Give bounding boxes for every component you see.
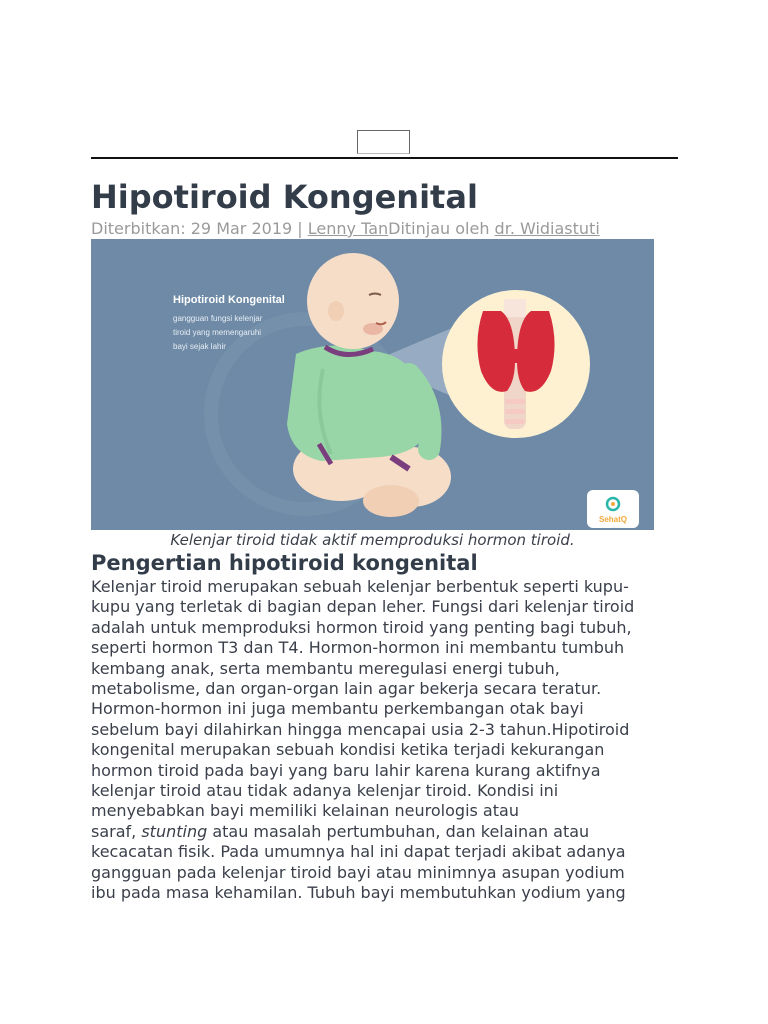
paragraph-line: kongenital merupakan sebuah kondisi ketika terjadi kekurangan xyxy=(91,740,605,760)
header-divider xyxy=(91,157,678,159)
reviewed-label: Ditinjau oleh xyxy=(388,219,495,238)
hero-illustration xyxy=(91,239,654,530)
section-title: Pengertian hipotiroid kongenital xyxy=(91,551,478,575)
hero-line-2: tiroid yang memengaruhi xyxy=(173,328,262,337)
paragraph-line: Kelenjar tiroid merupakan sebuah kelenjar berbentuk seperti kupu- xyxy=(91,577,629,596)
paragraph-line: metabolisme, dan organ-organ lain agar bekerja secara teratur. xyxy=(91,679,602,699)
paragraph-line: atau masalah pertumbuhan, dan kelainan atau xyxy=(207,821,590,841)
paragraph-line: menyebabkan bayi memiliki kelainan neurologis atau xyxy=(91,801,519,821)
hero-heading: Hipotiroid Kongenital xyxy=(173,294,285,306)
hero-line-1: gangguan fungsi kelenjar xyxy=(173,314,263,323)
paragraph-line: kelenjar tiroid atau tidak adanya kelenjar tiroid. Kondisi ini xyxy=(91,781,559,801)
paragraph-line: seperti hormon T3 dan T4. Hormon-hormon ini membantu tumbuh xyxy=(91,638,625,658)
paragraph-line: hormon tiroid pada bayi yang baru lahir karena kurang aktifnya xyxy=(91,760,601,780)
site-logo-placeholder[interactable] xyxy=(357,130,410,154)
paragraph-line: gangguan pada kelenjar tiroid bayi atau minimnya asupan yodium xyxy=(91,862,625,882)
hero-line-3: bayi sejak lahir xyxy=(173,342,226,351)
reviewer-link[interactable]: dr. Widiastuti xyxy=(494,219,600,238)
paragraph-line: sebelum bayi dilahirkan hingga mencapai usia 2-3 tahun.Hipotiroid xyxy=(91,719,630,739)
paragraph-line: saraf, xyxy=(91,821,142,841)
article-meta xyxy=(91,219,600,238)
paragraph-line: kembang anak, serta membantu meregulasi energi tubuh, xyxy=(91,658,560,678)
brand-label: SehatQ xyxy=(598,515,628,524)
sehatq-logo xyxy=(587,490,639,528)
paragraph-line: adalah untuk memproduksi hormon tiroid yang penting bagi tubuh, xyxy=(91,617,632,637)
author-link[interactable]: Lenny Tan xyxy=(307,219,389,238)
paragraph-line: Hormon-hormon ini juga membantu perkembangan otak bayi xyxy=(91,699,584,719)
article-title: Hipotiroid Kongenital xyxy=(91,178,478,216)
paragraph-line: ibu pada masa kehamilan. Tubuh bayi membutuhkan yodium yang xyxy=(91,883,626,903)
paragraph-line: kupu yang terletak di bagian depan leher. Fungsi dari kelenjar tiroid xyxy=(91,597,635,617)
article-paragraph xyxy=(91,577,681,904)
thyroid-illustration xyxy=(442,290,590,438)
paragraph-line: kecacatan fisik. Pada umumnya hal ini dapat terjadi akibat adanya xyxy=(91,842,626,862)
image-caption: Kelenjar tiroid tidak aktif memproduksi hormon tiroid. xyxy=(170,531,575,549)
emphasis-stunting: stunting xyxy=(141,821,208,841)
published-date: Diterbitkan: 29 Mar 2019 | xyxy=(91,219,308,238)
